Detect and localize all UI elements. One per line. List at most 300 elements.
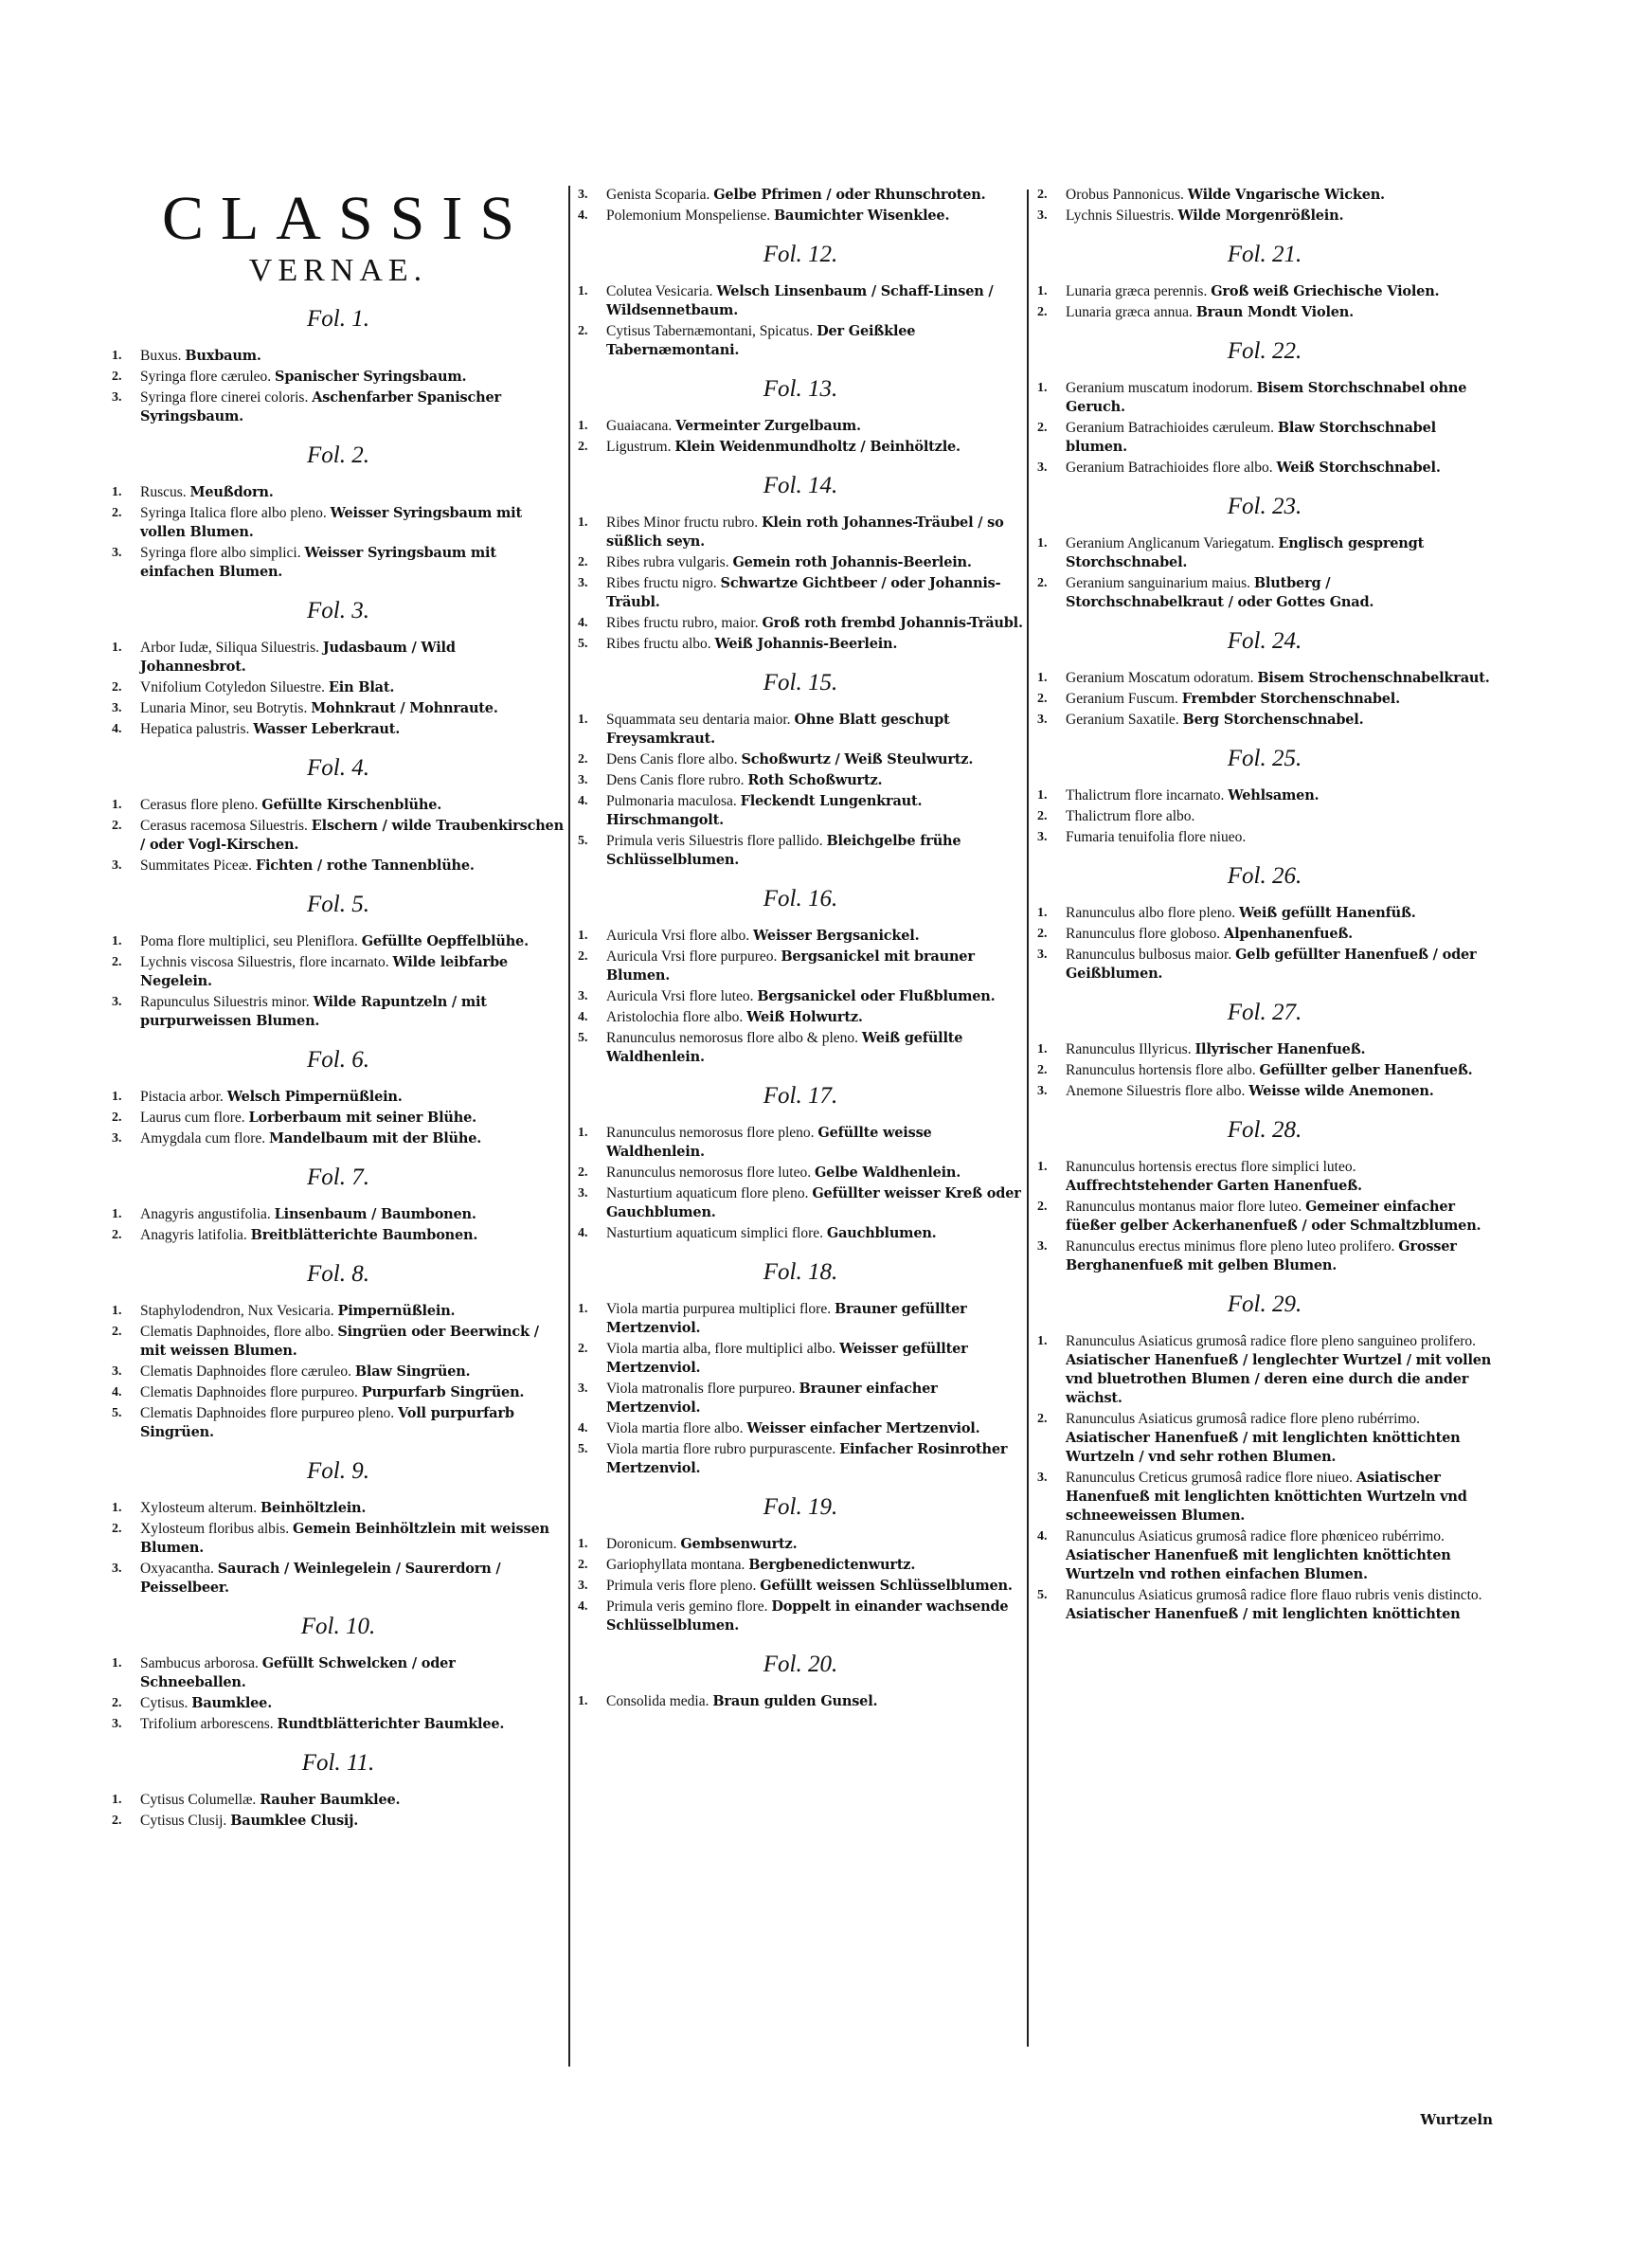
german-name: Wilde leibfarbe Negelein. — [140, 954, 508, 989]
latin-name: Squammata seu dentaria maior. — [606, 712, 791, 728]
latin-name: Cytisus Tabernæmontani, Spicatus. — [606, 323, 814, 339]
folio-section — [112, 754, 565, 876]
entry-body — [1066, 669, 1492, 688]
plant-entry — [578, 948, 1023, 985]
entry-number: 2. — [112, 1696, 122, 1710]
latin-name: Lunaria Minor, seu Botrytis. — [140, 700, 308, 716]
german-name: Blaw Storchschnabel blumen. — [1066, 420, 1436, 455]
entry-number: 3. — [1037, 208, 1048, 223]
entry-body — [606, 1556, 1023, 1575]
german-name: Baumichter Wisenklee. — [773, 208, 950, 224]
latin-name: Guaiacana. — [606, 418, 673, 434]
latin-name: Geranium Saxatile. — [1066, 712, 1179, 728]
entry-body — [606, 1440, 1023, 1478]
entry-number: 2. — [112, 680, 122, 695]
latin-name: Arbor Iudæ, Siliqua Siluestris. — [140, 640, 320, 656]
entry-number: 1. — [112, 934, 122, 948]
german-name: Einfacher Rosinrother Mertzenviol. — [606, 1441, 1008, 1476]
german-name: Weisse wilde Anemonen. — [1248, 1083, 1434, 1099]
latin-name: Ranunculus bulbosus maior. — [1066, 947, 1232, 963]
german-name: Pimpernüßlein. — [337, 1303, 456, 1319]
entry-number: 2. — [112, 955, 122, 969]
entry-body — [1066, 1082, 1492, 1101]
entry-body — [606, 1380, 1023, 1417]
folio-heading: Fol. 15. — [763, 670, 838, 695]
entry-body — [140, 1226, 565, 1245]
latin-name: Trifolium arborescens. — [140, 1716, 274, 1732]
entry-number: 3. — [1037, 1239, 1048, 1254]
entry-body — [1066, 1332, 1492, 1408]
latin-name: Cytisus Clusij. — [140, 1813, 227, 1829]
plant-entry — [112, 1205, 565, 1224]
latin-name: Cerasus racemosa Siluestris. — [140, 818, 308, 834]
entry-body — [140, 1205, 565, 1224]
german-name: Wilde Rapuntzeln / mit purpurweissen Blumen. — [140, 994, 487, 1029]
entry-body — [606, 1124, 1023, 1162]
entry-number: 2. — [1037, 1412, 1048, 1426]
german-name: Mandelbaum mit der Blühe. — [269, 1130, 482, 1147]
entry-number: 1. — [112, 1304, 122, 1318]
german-name: Bisem Strochenschnabelkraut. — [1257, 670, 1490, 686]
folio-heading: Fol. 8. — [307, 1261, 369, 1287]
plant-entry — [1037, 711, 1492, 730]
entry-body — [1066, 828, 1492, 847]
entry-body — [1066, 1040, 1492, 1059]
german-name: Welsch Linsenbaum / Schaff-Linsen / Wildsennetbaum. — [606, 283, 994, 318]
german-name: Wasser Leberkraut. — [253, 721, 401, 737]
folio-heading: Fol. 28. — [1227, 1117, 1302, 1143]
latin-name: Auricula Vrsi flore luteo. — [606, 988, 754, 1004]
latin-name: Gariophyllata montana. — [606, 1557, 745, 1573]
entry-number: 3. — [1037, 1084, 1048, 1098]
entry-body — [140, 1383, 565, 1402]
entry-body — [140, 368, 565, 387]
entry-number: 1. — [112, 1090, 122, 1104]
latin-name: Summitates Piceæ. — [140, 858, 252, 874]
entry-number: 1. — [1037, 381, 1048, 395]
plant-entry — [578, 417, 1023, 436]
latin-name: Colutea Vesicaria. — [606, 283, 713, 299]
plant-entry — [112, 1791, 565, 1810]
entry-body — [1066, 419, 1492, 457]
entry-number: 3. — [112, 1364, 122, 1379]
latin-name: Staphylodendron, Nux Vesicaria. — [140, 1303, 334, 1319]
german-name: Rauher Baumklee. — [260, 1792, 401, 1808]
entry-body — [1066, 459, 1492, 478]
plant-entry — [112, 1715, 565, 1734]
german-name: Meußdorn. — [189, 484, 274, 500]
german-name: Voll purpurfarb Singrüen. — [140, 1405, 514, 1440]
german-name: Lorberbaum mit seiner Blühe. — [248, 1110, 476, 1126]
plant-entry — [112, 993, 565, 1031]
entry-number: 3. — [112, 1562, 122, 1576]
latin-name: Ranunculus Illyricus. — [1066, 1041, 1192, 1057]
latin-name: Cerasus flore pleno. — [140, 797, 259, 813]
latin-name: Dens Canis flore albo. — [606, 751, 738, 767]
entry-number: 1. — [112, 641, 122, 655]
latin-name: Xylosteum floribus albis. — [140, 1521, 290, 1537]
latin-name: Clematis Daphnoides flore purpureo. — [140, 1384, 358, 1400]
plant-entry — [578, 1008, 1023, 1027]
entry-body — [1066, 1527, 1492, 1584]
entry-number: 3. — [578, 773, 588, 787]
entry-body — [140, 1499, 565, 1518]
german-name: Beinhöltzlein. — [260, 1500, 367, 1516]
latin-name: Ribes fructu albo. — [606, 636, 711, 652]
latin-name: Cytisus. — [140, 1695, 189, 1711]
latin-name: Ranunculus flore globoso. — [1066, 926, 1221, 942]
entry-number: 1. — [112, 798, 122, 812]
entry-body — [140, 1363, 565, 1381]
plant-entry — [1037, 904, 1492, 923]
latin-name: Thalictrum flore incarnato. — [1066, 787, 1225, 803]
german-name: Berg Storchenschnabel. — [1182, 712, 1364, 728]
german-name: Klein roth Johannes-Träubel / so süßlich seyn. — [606, 515, 1004, 550]
entry-body — [606, 1300, 1023, 1338]
entry-body — [606, 832, 1023, 870]
plant-entry — [578, 1692, 1023, 1711]
entry-body — [606, 948, 1023, 985]
plant-entry — [112, 1383, 565, 1402]
latin-name: Cytisus Columellæ. — [140, 1792, 257, 1808]
page-subtitle: VERNAE. — [248, 253, 428, 288]
entry-body — [1066, 303, 1492, 322]
entry-number: 4. — [578, 616, 588, 630]
entry-body — [1066, 786, 1492, 805]
folio-section — [1037, 862, 1492, 984]
folio-section — [112, 597, 565, 739]
latin-name: Thalictrum flore albo. — [1066, 808, 1195, 824]
german-name: Frembder Storchenschnabel. — [1181, 691, 1400, 707]
latin-name: Ranunculus montanus maior flore luteo. — [1066, 1199, 1302, 1215]
plant-entry — [1037, 669, 1492, 688]
entry-body — [140, 817, 565, 855]
entry-number: 2. — [1037, 421, 1048, 435]
folio-section — [112, 1613, 565, 1734]
entry-body — [606, 1029, 1023, 1067]
entry-number: 3. — [112, 1131, 122, 1146]
plant-entry — [1037, 1061, 1492, 1080]
entry-body — [606, 771, 1023, 790]
entry-body — [140, 1302, 565, 1321]
entry-body — [1066, 1158, 1492, 1196]
plant-entry — [112, 1129, 565, 1148]
german-name: Bisem Storchschnabel ohne Geruch. — [1066, 380, 1467, 415]
plant-entry — [112, 720, 565, 739]
plant-entry — [1037, 207, 1492, 226]
latin-name: Ranunculus hortensis flore albo. — [1066, 1062, 1256, 1078]
german-name: Buxbaum. — [185, 348, 261, 364]
folio-section — [112, 305, 565, 426]
plant-entry — [112, 1302, 565, 1321]
latin-name: Anemone Siluestris flore albo. — [1066, 1083, 1246, 1099]
german-name: Groß weiß Griechische Violen. — [1211, 283, 1440, 299]
plant-entry — [578, 792, 1023, 830]
german-name: Gefüllt Schwelcken / oder Schneeballen. — [140, 1655, 456, 1690]
entry-body — [606, 750, 1023, 769]
german-name: Illyrischer Hanenfueß. — [1194, 1041, 1366, 1057]
latin-name: Clematis Daphnoides flore purpureo pleno. — [140, 1405, 395, 1421]
entry-body — [140, 1791, 565, 1810]
entry-body — [140, 720, 565, 739]
plant-entry — [578, 1164, 1023, 1183]
german-name: Gembsenwurtz. — [680, 1536, 798, 1552]
latin-name: Syringa flore albo simplici. — [140, 545, 301, 561]
entry-number: 2. — [1037, 809, 1048, 823]
latin-name: Geranium Fuscum. — [1066, 691, 1178, 707]
entry-number: 2. — [578, 949, 588, 964]
latin-name: Ranunculus erectus minimus flore pleno luteo prolifero. — [1066, 1238, 1395, 1255]
plant-entry — [1037, 786, 1492, 805]
plant-entry — [578, 438, 1023, 457]
plant-entry — [578, 614, 1023, 633]
entry-number: 2. — [112, 506, 122, 520]
german-name: Weiß gefüllte Waldhenlein. — [606, 1030, 963, 1065]
latin-name: Laurus cum flore. — [140, 1110, 245, 1126]
entry-number: 1. — [112, 485, 122, 499]
entry-body — [606, 514, 1023, 551]
folio-section — [112, 1260, 565, 1442]
entry-body — [606, 792, 1023, 830]
latin-name: Genista Scoparia. — [606, 187, 710, 203]
entry-body — [606, 1184, 1023, 1222]
entry-body — [140, 857, 565, 876]
german-name: Gemein Beinhöltzlein mit weissen Blumen. — [140, 1521, 549, 1556]
latin-name: Ranunculus Asiaticus grumosâ radice flore pleno rubérrimo. — [1066, 1411, 1421, 1427]
german-name: Gefüllter gelber Hanenfueß. — [1259, 1062, 1473, 1078]
folio-heading: Fol. 24. — [1227, 628, 1302, 654]
latin-name: Ranunculus Asiaticus grumosâ radice flore pleno sanguineo prolifero. — [1066, 1333, 1477, 1349]
latin-name: Geranium Batrachioides flore albo. — [1066, 460, 1273, 476]
entry-number: 3. — [112, 858, 122, 873]
latin-name: Buxus. — [140, 348, 182, 364]
latin-name: Oxyacantha. — [140, 1561, 214, 1577]
german-name: Weiß Johannis-Beerlein. — [714, 636, 898, 652]
folio-heading: Fol. 21. — [1227, 242, 1302, 267]
entry-number: 1. — [578, 284, 588, 298]
folio-section — [578, 472, 1023, 654]
folio-section — [1037, 493, 1492, 612]
latin-name: Polemonium Monspeliense. — [606, 208, 771, 224]
plant-entry — [112, 1404, 565, 1442]
latin-name: Vnifolium Cotyledon Siluestre. — [140, 679, 326, 695]
german-name: Mohnkraut / Mohnraute. — [311, 700, 498, 716]
entry-body — [140, 1694, 565, 1713]
entry-body — [1066, 186, 1492, 205]
entry-number: 4. — [578, 794, 588, 808]
entry-body — [140, 504, 565, 542]
folio-section — [578, 186, 1023, 226]
folio-heading: Fol. 20. — [763, 1652, 838, 1677]
german-name: Der Geißklee Tabernæmontani. — [606, 323, 916, 358]
entry-number: 4. — [578, 1010, 588, 1024]
plant-entry — [578, 1224, 1023, 1243]
plant-entry — [112, 1520, 565, 1558]
latin-name: Auricula Vrsi flore albo. — [606, 928, 750, 944]
folio-heading: Fol. 29. — [1227, 1291, 1302, 1317]
latin-name: Ranunculus Asiaticus grumosâ radice flore phœniceo rubérrimo. — [1066, 1528, 1445, 1544]
entry-number: 5. — [1037, 1588, 1048, 1602]
latin-name: Lychnis viscosa Siluestris, flore incarnato. — [140, 954, 389, 970]
column-3 — [1037, 186, 1492, 2109]
german-name: Asiatischer Hanenfueß / lenglechter Wurtzel / mit vollen vnd bluetrothen Blumen / deren eine durch die ander wächst. — [1066, 1352, 1492, 1406]
plant-entry — [578, 750, 1023, 769]
entry-number: 4. — [112, 722, 122, 736]
latin-name: Ranunculus nemorosus flore luteo. — [606, 1165, 812, 1181]
latin-name: Geranium Anglicanum Variegatum. — [1066, 535, 1275, 551]
german-name: Asiatischer Hanenfueß / mit lenglichten knöttichten — [1066, 1606, 1461, 1622]
latin-name: Lunaria græca annua. — [1066, 304, 1193, 320]
plant-entry — [1037, 282, 1492, 301]
plant-entry — [578, 987, 1023, 1006]
entry-number: 1. — [578, 419, 588, 433]
german-name: Grosser Berghanenfueß mit gelben Blumen. — [1066, 1238, 1457, 1273]
german-name: Brauner einfacher Mertzenviol. — [606, 1381, 938, 1416]
folio-section — [112, 891, 565, 1031]
german-name: Roth Schoßwurtz. — [747, 772, 883, 788]
german-name: Gelbe Pfrimen / oder Rhunschroten. — [713, 187, 986, 203]
german-name: Gemeiner einfacher füeßer gelber Ackerhanenfueß / oder Schmaltzblumen. — [1066, 1199, 1481, 1234]
entry-body — [140, 1088, 565, 1107]
entry-number: 3. — [1037, 460, 1048, 475]
entry-number: 2. — [578, 1558, 588, 1572]
folio-section — [1037, 745, 1492, 847]
entry-body — [1066, 711, 1492, 730]
folio-heading: Fol. 5. — [307, 892, 369, 917]
entry-number: 2. — [578, 1342, 588, 1356]
plant-entry — [112, 483, 565, 502]
german-name: Klein Weidenmundholtz / Beinhöltzle. — [674, 439, 961, 455]
german-name: Weiß Holwurtz. — [746, 1009, 863, 1025]
german-name: Aschenfarber Spanischer Syringsbaum. — [140, 389, 501, 424]
latin-name: Nasturtium aquaticum flore pleno. — [606, 1185, 809, 1201]
german-name: Groß roth frembd Johannis-Träubl. — [762, 615, 1023, 631]
folio-heading: Fol. 27. — [1227, 1000, 1302, 1025]
entry-body — [1066, 1237, 1492, 1275]
latin-name: Pulmonaria maculosa. — [606, 793, 737, 809]
german-name: Judasbaum / Wild Johannesbrot. — [140, 640, 456, 675]
german-name: Bergbenedictenwurtz. — [748, 1557, 916, 1573]
plant-entry — [1037, 1469, 1492, 1526]
plant-entry — [112, 639, 565, 677]
entry-number: 1. — [1037, 671, 1048, 685]
folio-heading: Fol. 1. — [307, 306, 369, 332]
latin-name: Geranium muscatum inodorum. — [1066, 380, 1253, 396]
entry-number: 3. — [112, 995, 122, 1009]
folio-heading: Fol. 11. — [301, 1750, 375, 1776]
plant-entry — [578, 711, 1023, 749]
entry-body — [606, 1224, 1023, 1243]
latin-name: Geranium Moscatum odoratum. — [1066, 670, 1254, 686]
entry-body — [606, 322, 1023, 360]
plant-entry — [1037, 574, 1492, 612]
plant-entry — [578, 1300, 1023, 1338]
entry-number: 1. — [1037, 906, 1048, 920]
folio-section — [1037, 999, 1492, 1101]
latin-name: Ruscus. — [140, 484, 187, 500]
latin-name: Ranunculus albo flore pleno. — [1066, 905, 1236, 921]
entry-body — [1066, 534, 1492, 572]
page-title: CLASSIS — [161, 186, 532, 253]
latin-name: Fumaria tenuifolia flore niueo. — [1066, 829, 1247, 845]
entry-body — [1066, 925, 1492, 944]
german-name: Blaw Singrüen. — [354, 1363, 471, 1380]
entry-body — [140, 699, 565, 718]
plant-entry — [1037, 459, 1492, 478]
plant-entry — [112, 1226, 565, 1245]
plant-entry — [112, 1109, 565, 1128]
latin-name: Poma flore multiplici, seu Pleniflora. — [140, 933, 358, 949]
entry-body — [1066, 379, 1492, 417]
latin-name: Primula veris flore pleno. — [606, 1578, 757, 1594]
heading-block — [112, 186, 565, 290]
entry-body — [1066, 1586, 1492, 1624]
folio-heading: Fol. 2. — [307, 442, 369, 468]
entry-body — [606, 1598, 1023, 1635]
folio-heading: Fol. 18. — [763, 1259, 838, 1285]
entry-body — [606, 1419, 1023, 1438]
german-name: Braun gulden Gunsel. — [712, 1693, 878, 1709]
folio-section — [1037, 627, 1492, 730]
entry-body — [140, 1560, 565, 1598]
folio-section — [1037, 1116, 1492, 1275]
plant-entry — [1037, 1586, 1492, 1624]
german-name: Weisser einfacher Mertzenviol. — [746, 1420, 980, 1436]
latin-name: Ribes rubra vulgaris. — [606, 554, 729, 570]
folio-heading: Fol. 10. — [300, 1614, 376, 1639]
german-name: Auffrechtstehender Garten Hanenfueß. — [1066, 1178, 1362, 1194]
german-name: Purpurfarb Singrüen. — [361, 1384, 525, 1400]
folio-section — [112, 1164, 565, 1245]
latin-name: Aristolochia flore albo. — [606, 1009, 744, 1025]
entry-number: 1. — [112, 1501, 122, 1515]
latin-name: Ranunculus nemorosus flore albo & pleno. — [606, 1030, 859, 1046]
latin-name: Primula veris Siluestris flore pallido. — [606, 833, 823, 849]
plant-entry — [578, 1029, 1023, 1067]
german-name: Asiatischer Hanenfueß mit lenglichten knöttichten Wurtzeln vnd rothen einfachen Blumen. — [1066, 1547, 1451, 1582]
entry-body — [140, 1715, 565, 1734]
entry-body — [140, 796, 565, 815]
latin-name: Ribes Minor fructu rubro. — [606, 515, 759, 531]
entry-number: 3. — [112, 1717, 122, 1731]
latin-name: Primula veris gemino flore. — [606, 1598, 768, 1615]
entry-body — [606, 1164, 1023, 1183]
german-name: Bergsanickel mit brauner Blumen. — [606, 948, 975, 984]
latin-name: Auricula Vrsi flore purpureo. — [606, 948, 778, 965]
entry-body — [606, 553, 1023, 572]
plant-entry — [112, 1088, 565, 1107]
german-name: Bleichgelbe frühe Schlüsselblumen. — [606, 833, 961, 868]
entry-body — [606, 1535, 1023, 1554]
plant-entry — [112, 1654, 565, 1692]
german-name: Saurach / Weinlegelein / Saurerdorn / Peisselbeer. — [140, 1561, 501, 1596]
plant-entry — [578, 186, 1023, 205]
folio-heading: Fol. 16. — [763, 886, 838, 912]
plant-entry — [578, 1556, 1023, 1575]
latin-name: Lunaria græca perennis. — [1066, 283, 1208, 299]
entry-body — [1066, 1410, 1492, 1467]
latin-name: Rapunculus Siluestris minor. — [140, 994, 310, 1010]
plant-entry — [1037, 1332, 1492, 1408]
plant-entry — [1037, 1237, 1492, 1275]
german-name: Baumklee Clusij. — [230, 1813, 359, 1829]
latin-name: Geranium sanguinarium maius. — [1066, 575, 1250, 591]
plant-entry — [112, 857, 565, 876]
german-name: Asiatischer Hanenfueß mit lenglichten knöttichten Wurtzeln vnd schneeweissen Blumen. — [1066, 1470, 1467, 1524]
latin-name: Hepatica palustris. — [140, 721, 250, 737]
plant-entry — [578, 832, 1023, 870]
entry-number: 2. — [578, 555, 588, 569]
